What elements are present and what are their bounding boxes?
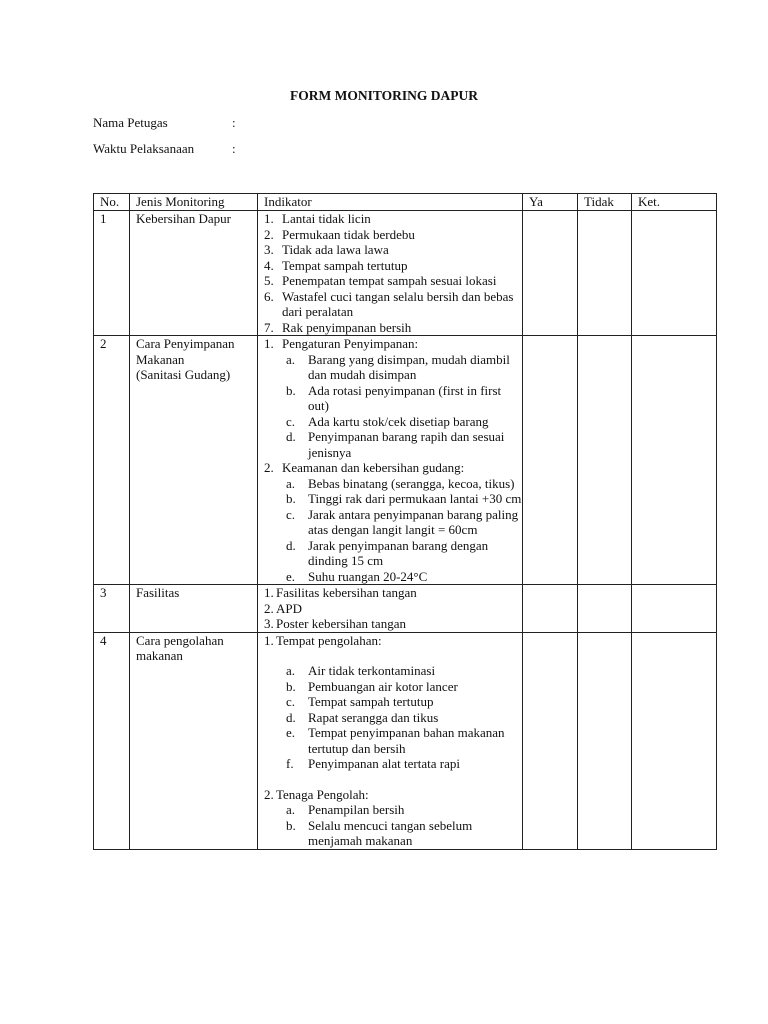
list-item: a. Bebas binatang (serangga, kecoa, tikus) bbox=[286, 475, 515, 491]
list-item: a. Air tidak terkontaminasi bbox=[286, 663, 436, 678]
list-item: 1. Lantai tidak licin bbox=[264, 211, 371, 226]
list-item: b. Tinggi rak dari permukaan lantai +30 cm bbox=[286, 491, 522, 506]
row-number: 3 bbox=[94, 585, 130, 633]
list-item: 3. Poster kebersihan tangan bbox=[264, 616, 406, 631]
list-item: d. Jarak penyimpanan barang dengan dinding 15 cm bbox=[286, 537, 489, 568]
jenis-monitoring bbox=[130, 632, 258, 849]
table-row bbox=[94, 632, 717, 849]
header-ya: Ya bbox=[523, 194, 578, 211]
row-number: 4 bbox=[94, 632, 130, 849]
field-separator: : bbox=[232, 141, 236, 156]
jenis-text: Cara pengolahan bbox=[136, 632, 224, 648]
list-item: a. Penampilan bersih bbox=[286, 802, 405, 817]
jenis-monitoring bbox=[130, 585, 258, 633]
list-item: e. Tempat penyimpanan bahan makanan tertutup dan bersih bbox=[286, 725, 505, 756]
list-item: 1. Pengaturan Penyimpanan: bbox=[264, 336, 419, 351]
indikator-cell bbox=[258, 585, 523, 633]
monitoring-table bbox=[93, 193, 717, 850]
indikator-list bbox=[264, 585, 522, 632]
tidak-cell[interactable] bbox=[578, 211, 632, 336]
row-number: 1 bbox=[94, 211, 130, 336]
table-row bbox=[94, 585, 717, 633]
indikator-cell bbox=[258, 336, 523, 585]
tidak-cell[interactable] bbox=[578, 585, 632, 633]
ket-cell[interactable] bbox=[632, 211, 717, 336]
ya-cell[interactable] bbox=[523, 585, 578, 633]
list-item: c. Jarak antara penyimpanan barang paling atas dengan langit langit = 60cm bbox=[286, 506, 519, 537]
list-item: 7. Rak penyimpanan bersih bbox=[264, 319, 412, 335]
indikator-list bbox=[264, 460, 522, 476]
row-number: 2 bbox=[94, 336, 130, 585]
list-item: c. Ada kartu stok/cek disetiap barang bbox=[286, 413, 489, 429]
list-item: 2. Tenaga Pengolah: bbox=[264, 786, 369, 802]
ya-cell[interactable] bbox=[523, 211, 578, 336]
ket-cell[interactable] bbox=[632, 632, 717, 849]
header-ket: Ket. bbox=[632, 194, 717, 211]
field-label: Waktu Pelaksanaan bbox=[93, 141, 195, 156]
header-jenis-monitoring: Jenis Monitoring bbox=[130, 194, 258, 211]
indikator-cell bbox=[258, 211, 523, 336]
header-no: No. bbox=[94, 194, 130, 211]
jenis-monitoring bbox=[130, 336, 258, 585]
indikator-cell bbox=[258, 632, 523, 849]
sub-list bbox=[264, 663, 522, 772]
list-item: b. Pembuangan air kotor lancer bbox=[286, 678, 458, 694]
ya-cell[interactable] bbox=[523, 632, 578, 849]
list-item: a. Barang yang disimpan, mudah diambil dan mudah disimpan bbox=[286, 351, 510, 382]
list-item: c. Tempat sampah tertutup bbox=[286, 694, 434, 709]
list-item: d. Rapat serangga dan tikus bbox=[286, 709, 439, 725]
list-item: b. Ada rotasi penyimpanan (first in first out) bbox=[286, 382, 502, 413]
list-item: 6. Wastafel cuci tangan selalu bersih dan bebas dari peralatan bbox=[264, 288, 514, 319]
tidak-cell[interactable] bbox=[578, 632, 632, 849]
ket-cell[interactable] bbox=[632, 585, 717, 633]
list-item: 3. Tidak ada lawa lawa bbox=[264, 242, 389, 257]
sub-list bbox=[264, 476, 522, 585]
form-title: FORM MONITORING DAPUR bbox=[290, 88, 478, 103]
header-indikator: Indikator bbox=[258, 194, 523, 211]
sub-list bbox=[264, 802, 522, 849]
jenis-text: makanan bbox=[136, 648, 183, 663]
table-header-row bbox=[94, 194, 717, 211]
list-item: 5. Penempatan tempat sampah sesuai lokasi bbox=[264, 273, 497, 288]
jenis-text: Cara Penyimpanan bbox=[136, 336, 235, 351]
ket-cell[interactable] bbox=[632, 336, 717, 585]
list-item: 2. Keamanan dan kebersihan gudang: bbox=[264, 460, 465, 475]
field-separator: : bbox=[232, 115, 236, 130]
field-label: Nama Petugas bbox=[93, 115, 168, 130]
list-item: f. Penyimpanan alat tertata rapi bbox=[286, 756, 460, 771]
jenis-text: Makanan bbox=[136, 351, 185, 367]
list-item: 1. Tempat pengolahan: bbox=[264, 632, 382, 648]
list-item: e. Suhu ruangan 20-24°C bbox=[286, 568, 428, 584]
jenis-text: Fasilitas bbox=[136, 585, 180, 600]
list-item: d. Penyimpanan barang rapih dan sesuai jenisnya bbox=[286, 429, 505, 460]
jenis-text: (Sanitasi Gudang) bbox=[136, 367, 231, 382]
list-item: 1. Fasilitas kebersihan tangan bbox=[264, 585, 417, 600]
list-item: 2. Permukaan tidak berdebu bbox=[264, 226, 415, 242]
table-row bbox=[94, 336, 717, 585]
sub-list bbox=[264, 352, 522, 461]
indikator-list bbox=[264, 633, 522, 649]
header-tidak: Tidak bbox=[578, 194, 632, 211]
table-row bbox=[94, 211, 717, 336]
jenis-monitoring bbox=[130, 211, 258, 336]
tidak-cell[interactable] bbox=[578, 336, 632, 585]
jenis-text: Kebersihan Dapur bbox=[136, 211, 231, 226]
indikator-list bbox=[264, 211, 522, 335]
list-item: b. Selalu mencuci tangan sebelum menjamah makanan bbox=[286, 817, 473, 848]
indikator-list bbox=[264, 336, 522, 352]
list-item: 2. APD bbox=[264, 600, 303, 616]
indikator-list bbox=[264, 787, 522, 803]
list-item: 4. Tempat sampah tertutup bbox=[264, 257, 408, 273]
ya-cell[interactable] bbox=[523, 336, 578, 585]
